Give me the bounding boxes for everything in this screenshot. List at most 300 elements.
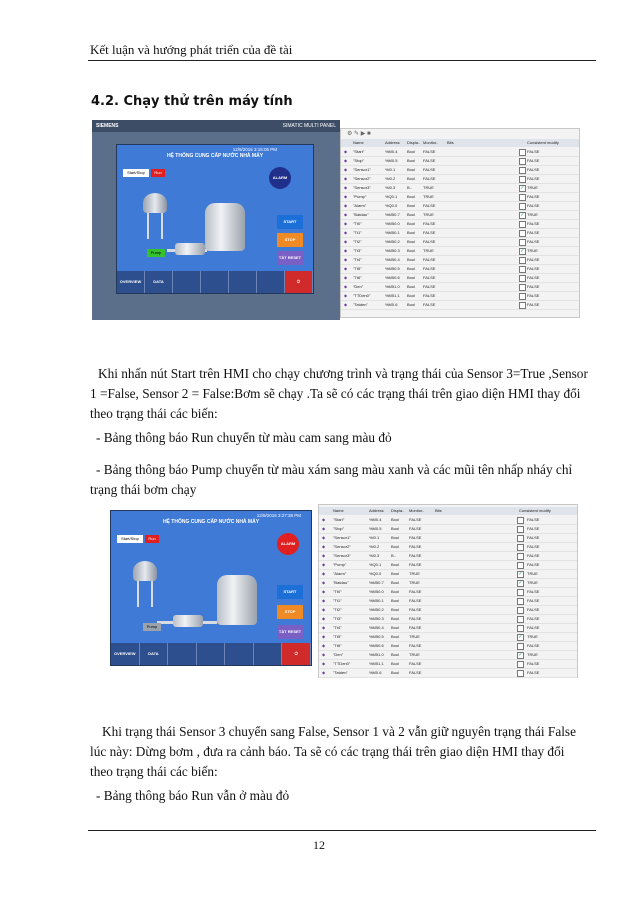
table-cell: %M51.1 bbox=[369, 661, 384, 666]
table-row[interactable] bbox=[341, 211, 579, 220]
table-cell: "Alarm" bbox=[353, 203, 367, 208]
table-row[interactable] bbox=[341, 220, 579, 229]
table-cell: %M0.4 bbox=[385, 149, 398, 154]
hmi-title: HỆ THỐNG CUNG CẤP NƯỚC NHÀ MÁY bbox=[162, 519, 260, 525]
col-name: Name bbox=[353, 140, 364, 145]
modify-checkbox[interactable] bbox=[517, 544, 524, 551]
modify-checkbox[interactable] bbox=[517, 535, 524, 542]
table-cell: Bool bbox=[391, 562, 400, 567]
table-row[interactable] bbox=[341, 157, 579, 166]
table-cell: FALSE bbox=[409, 544, 422, 549]
col-monitor: Monitor.. bbox=[409, 508, 425, 513]
modify-checkbox[interactable] bbox=[519, 284, 526, 291]
col-address: Address bbox=[369, 508, 384, 513]
table-cell: "TTDen0" bbox=[353, 293, 371, 298]
modify-checkbox[interactable] bbox=[519, 302, 526, 309]
reset-button[interactable]: TẮT RESET bbox=[277, 251, 303, 265]
table-cell: "Sensor1" bbox=[353, 167, 371, 172]
table-cell: %M50.4 bbox=[385, 257, 400, 262]
table-cell: FALSE bbox=[527, 158, 540, 163]
table-cell: TRUE bbox=[423, 248, 434, 253]
table-cell: "Tt0" bbox=[333, 589, 342, 594]
table-cell: B.. bbox=[407, 185, 412, 190]
power-icon[interactable]: ⏻ bbox=[285, 271, 313, 293]
table-cell: "Tt3" bbox=[333, 616, 342, 621]
table-row[interactable] bbox=[341, 193, 579, 202]
table-cell: "Tt1" bbox=[333, 598, 342, 603]
table-cell: "Sensor3" bbox=[353, 185, 371, 190]
tag-icon: ◆ bbox=[344, 221, 348, 226]
stop-button[interactable]: STOP bbox=[277, 605, 303, 619]
table-row[interactable] bbox=[319, 642, 577, 651]
nav-data[interactable]: DATA bbox=[145, 271, 173, 293]
table-cell: FALSE bbox=[527, 194, 540, 199]
table-cell: FALSE bbox=[527, 589, 540, 594]
table-row[interactable] bbox=[319, 651, 577, 660]
table-cell: %M50.5 bbox=[369, 634, 384, 639]
table-cell: FALSE bbox=[409, 526, 422, 531]
table-cell: %M50.2 bbox=[369, 607, 384, 612]
run-badge: Run bbox=[145, 535, 159, 543]
modify-checkbox[interactable] bbox=[517, 526, 524, 533]
table-cell: "Batdau" bbox=[353, 212, 369, 217]
table-header bbox=[341, 139, 579, 147]
table-cell: FALSE bbox=[409, 670, 422, 675]
table-cell: %M50.6 bbox=[369, 643, 384, 648]
pump-badge: Pump bbox=[147, 249, 165, 257]
page-number: 12 bbox=[313, 838, 325, 852]
header-rule bbox=[88, 60, 596, 61]
tag-icon: ◆ bbox=[322, 625, 326, 630]
paragraph-3: - Bảng thông báo Pump chuyển từ màu xám sang màu xanh và các mũi tên nhấp nháy chỉ trạng thái bơm chạy bbox=[90, 462, 573, 497]
hmi-nav bbox=[117, 271, 313, 293]
table-cell: %I0.3 bbox=[385, 185, 396, 190]
table-cell: "Tt6" bbox=[333, 643, 342, 648]
table-cell: Bool bbox=[391, 535, 400, 540]
stop-button[interactable]: STOP bbox=[277, 233, 303, 247]
col-display: Displa.. bbox=[391, 508, 405, 513]
table-row[interactable] bbox=[319, 525, 577, 534]
nav-slot[interactable] bbox=[168, 643, 197, 665]
table-cell: TRUE bbox=[527, 248, 538, 253]
col-monitor: Monitor.. bbox=[423, 140, 439, 145]
hmi-panel bbox=[92, 120, 340, 320]
tag-icon: ◆ bbox=[344, 275, 348, 280]
table-cell: "Tt3" bbox=[353, 248, 362, 253]
table-cell: "Pump" bbox=[353, 194, 367, 199]
table-row[interactable] bbox=[341, 283, 579, 292]
watch-table-2 bbox=[318, 504, 578, 678]
table-cell: %M51.0 bbox=[369, 652, 384, 657]
table-row[interactable] bbox=[319, 606, 577, 615]
reset-button[interactable]: TẮT RESET bbox=[277, 625, 303, 639]
modify-checkbox[interactable] bbox=[519, 221, 526, 228]
table-cell: FALSE bbox=[527, 535, 540, 540]
tag-icon: ◆ bbox=[322, 553, 326, 558]
table-cell: Bool bbox=[407, 212, 416, 217]
table-cell: FALSE bbox=[423, 149, 436, 154]
start-button[interactable]: START bbox=[277, 585, 303, 599]
table-cell: Bool bbox=[407, 248, 416, 253]
table-cell: FALSE bbox=[409, 553, 422, 558]
table-cell: FALSE bbox=[409, 607, 422, 612]
table-cell: Bool bbox=[391, 571, 400, 576]
table-cell: Bool bbox=[407, 167, 416, 172]
table-cell: %M50.1 bbox=[385, 230, 400, 235]
table-cell: FALSE bbox=[527, 562, 540, 567]
paragraph-5: - Bảng thông báo Run vẫn ở màu đỏ bbox=[96, 788, 290, 803]
table-cell: FALSE bbox=[409, 589, 422, 594]
modify-checkbox[interactable]: ✓ bbox=[520, 185, 525, 191]
table-row[interactable] bbox=[319, 552, 577, 561]
table-cell: %I0.1 bbox=[385, 167, 396, 172]
tag-icon: ◆ bbox=[322, 652, 326, 657]
start-stop-label: Start/Stop bbox=[123, 169, 149, 177]
table-cell: "Tt6" bbox=[353, 275, 362, 280]
run-badge: Run bbox=[151, 169, 165, 177]
table-row[interactable] bbox=[319, 561, 577, 570]
running-header: Kết luận và hướng phát triển của đề tài bbox=[90, 42, 293, 57]
table-cell: FALSE bbox=[423, 302, 436, 307]
table-cell: %M0.5 bbox=[385, 158, 398, 163]
table-cell: %M50.7 bbox=[385, 212, 400, 217]
tag-icon: ◆ bbox=[344, 293, 348, 298]
table-cell: TRUE bbox=[527, 580, 538, 585]
tag-icon: ◆ bbox=[322, 634, 326, 639]
table-cell: Bool bbox=[391, 580, 400, 585]
table-cell: Bool bbox=[407, 302, 416, 307]
modify-checkbox[interactable]: ✓ bbox=[520, 212, 525, 218]
nav-overview[interactable]: OVERVIEW bbox=[111, 643, 140, 665]
table-cell: TRUE bbox=[527, 571, 538, 576]
table-cell: FALSE bbox=[423, 284, 436, 289]
table-row[interactable] bbox=[319, 669, 577, 678]
modify-checkbox[interactable] bbox=[517, 589, 524, 596]
table-cell: FALSE bbox=[423, 230, 436, 235]
table-cell: FALSE bbox=[409, 517, 422, 522]
table-cell: FALSE bbox=[409, 535, 422, 540]
table-cell: "Sensor2" bbox=[353, 176, 371, 181]
table-row[interactable] bbox=[341, 202, 579, 211]
table-cell: %M0.6 bbox=[385, 302, 398, 307]
water-tower bbox=[133, 561, 157, 581]
table-row[interactable] bbox=[319, 624, 577, 633]
table-cell: %Q0.0 bbox=[369, 571, 382, 576]
table-cell: FALSE bbox=[527, 302, 540, 307]
table-row[interactable] bbox=[319, 543, 577, 552]
table-cell: %M51.0 bbox=[385, 284, 400, 289]
table-row[interactable] bbox=[319, 534, 577, 543]
tag-icon: ◆ bbox=[344, 194, 348, 199]
modify-checkbox[interactable] bbox=[519, 167, 526, 174]
tag-icon: ◆ bbox=[322, 517, 326, 522]
table-cell: %M50.3 bbox=[385, 248, 400, 253]
start-stop-label: Start/Stop bbox=[117, 535, 143, 543]
table-cell: Bool bbox=[407, 284, 416, 289]
modify-checkbox[interactable] bbox=[519, 275, 526, 282]
modify-checkbox[interactable]: ✓ bbox=[518, 634, 523, 640]
table-cell: %M50.4 bbox=[369, 625, 384, 630]
panel-title: SIMATIC MULTI PANEL bbox=[282, 123, 336, 129]
table-cell: FALSE bbox=[423, 239, 436, 244]
table-cell: Bool bbox=[391, 598, 400, 603]
table-cell: FALSE bbox=[527, 625, 540, 630]
modify-checkbox[interactable] bbox=[517, 616, 524, 623]
table-cell: %Q0.0 bbox=[385, 203, 398, 208]
pump-badge: Pump bbox=[143, 623, 161, 631]
table-cell: "Sensor2" bbox=[333, 544, 351, 549]
table-row[interactable] bbox=[341, 166, 579, 175]
table-cell: "Tt0" bbox=[353, 221, 362, 226]
paragraph-1: Khi nhấn nút Start trên HMI cho chạy chương trình và trạng thái của Sensor 3=True ,Sensor 1 =False, Sensor 2 = False:Bơm sẽ chạy .Ta sẽ có các trạng thái trên giao diện HMI thay đổi theo trạng thái các biến: bbox=[90, 366, 588, 421]
table-row[interactable] bbox=[341, 175, 579, 184]
table-row[interactable] bbox=[319, 516, 577, 525]
tag-icon: ◆ bbox=[322, 661, 326, 666]
table-row[interactable] bbox=[341, 238, 579, 247]
table-cell: FALSE bbox=[423, 158, 436, 163]
tag-icon: ◆ bbox=[344, 158, 348, 163]
table-cell: FALSE bbox=[527, 257, 540, 262]
table-cell: Bool bbox=[407, 221, 416, 226]
pump-motor bbox=[173, 615, 203, 627]
table-cell: Bool bbox=[391, 652, 400, 657]
table-cell: FALSE bbox=[409, 661, 422, 666]
table-cell: Bool bbox=[391, 589, 400, 594]
table-row[interactable] bbox=[341, 301, 579, 310]
table-row[interactable] bbox=[341, 256, 579, 265]
table-cell: %M0.6 bbox=[369, 670, 382, 675]
tag-icon: ◆ bbox=[344, 266, 348, 271]
table-cell: FALSE bbox=[409, 598, 422, 603]
hmi-clock: 12/9/2015 3:27:38 PM bbox=[256, 513, 301, 518]
tag-icon: ◆ bbox=[322, 598, 326, 603]
table-row[interactable] bbox=[341, 184, 579, 193]
power-icon[interactable]: ⏻ bbox=[282, 643, 311, 665]
table-cell: FALSE bbox=[423, 275, 436, 280]
modify-checkbox[interactable] bbox=[517, 607, 524, 614]
table-cell: Bool bbox=[407, 194, 416, 199]
table-row[interactable] bbox=[319, 633, 577, 642]
table-row[interactable] bbox=[319, 597, 577, 606]
table-row[interactable] bbox=[341, 148, 579, 157]
table-cell: FALSE bbox=[527, 167, 540, 172]
table-row[interactable] bbox=[341, 265, 579, 274]
nav-slot[interactable] bbox=[173, 271, 201, 293]
nav-overview[interactable]: OVERVIEW bbox=[117, 271, 145, 293]
tag-icon: ◆ bbox=[322, 571, 326, 576]
table-cell: %M50.5 bbox=[385, 266, 400, 271]
table-cell: %M0.5 bbox=[369, 526, 382, 531]
nav-slot[interactable] bbox=[229, 271, 257, 293]
modify-checkbox[interactable] bbox=[517, 670, 524, 677]
table-cell: "Tt2" bbox=[333, 607, 342, 612]
table-cell: FALSE bbox=[527, 553, 540, 558]
table-cell: FALSE bbox=[423, 257, 436, 262]
tag-icon: ◆ bbox=[322, 643, 326, 648]
modify-checkbox[interactable] bbox=[519, 266, 526, 273]
modify-checkbox[interactable] bbox=[517, 517, 524, 524]
figure-2 bbox=[96, 500, 580, 680]
hmi-nav bbox=[111, 643, 311, 665]
table-cell: Bool bbox=[391, 526, 400, 531]
tag-icon: ◆ bbox=[344, 248, 348, 253]
table-cell: "Pump" bbox=[333, 562, 347, 567]
start-button[interactable]: START bbox=[277, 215, 303, 229]
table-cell: FALSE bbox=[527, 221, 540, 226]
table-row[interactable] bbox=[341, 229, 579, 238]
table-cell: "Start" bbox=[353, 149, 365, 154]
tag-icon: ◆ bbox=[344, 239, 348, 244]
alarm-indicator: ALARM bbox=[269, 167, 291, 189]
table-cell: Bool bbox=[407, 257, 416, 262]
table-cell: "Tt4" bbox=[333, 625, 342, 630]
modify-checkbox[interactable] bbox=[519, 230, 526, 237]
nav-slot[interactable] bbox=[254, 643, 283, 665]
table-cell: Bool bbox=[407, 230, 416, 235]
hmi-screen-2 bbox=[110, 510, 312, 666]
modify-checkbox[interactable] bbox=[517, 598, 524, 605]
tag-icon: ◆ bbox=[322, 607, 326, 612]
nav-slot[interactable] bbox=[201, 271, 229, 293]
table-cell: %I0.2 bbox=[369, 544, 380, 549]
modify-checkbox[interactable]: ✓ bbox=[518, 652, 523, 658]
table-cell: %M50.7 bbox=[369, 580, 384, 585]
hmi-screen bbox=[116, 144, 314, 294]
tag-icon: ◆ bbox=[322, 670, 326, 675]
table-cell: %M50.1 bbox=[369, 598, 384, 603]
footer-rule bbox=[88, 830, 596, 831]
table-cell: TRUE bbox=[423, 194, 434, 199]
tag-icon: ◆ bbox=[322, 589, 326, 594]
table-cell: FALSE bbox=[423, 167, 436, 172]
nav-slot[interactable] bbox=[257, 271, 285, 293]
modify-checkbox[interactable] bbox=[519, 239, 526, 246]
table-cell: Bool bbox=[391, 643, 400, 648]
table-cell: FALSE bbox=[423, 293, 436, 298]
table-cell: FALSE bbox=[423, 266, 436, 271]
table-cell: FALSE bbox=[527, 526, 540, 531]
tag-icon: ◆ bbox=[344, 257, 348, 262]
modify-checkbox[interactable]: ✓ bbox=[518, 580, 523, 586]
table-cell: FALSE bbox=[527, 661, 540, 666]
nav-data[interactable]: DATA bbox=[140, 643, 169, 665]
table-cell: %Q0.1 bbox=[385, 194, 398, 199]
tag-icon: ◆ bbox=[344, 284, 348, 289]
table-row[interactable] bbox=[319, 570, 577, 579]
modify-checkbox[interactable] bbox=[517, 643, 524, 650]
tag-icon: ◆ bbox=[344, 185, 348, 190]
table-cell: TRUE bbox=[423, 185, 434, 190]
table-cell: FALSE bbox=[423, 203, 436, 208]
table-cell: %Q0.1 bbox=[369, 562, 382, 567]
table-cell: "Tt5" bbox=[353, 266, 362, 271]
panel-titlebar bbox=[92, 120, 340, 132]
table-cell: "Alarm" bbox=[333, 571, 347, 576]
modify-checkbox[interactable] bbox=[517, 553, 524, 560]
table-cell: FALSE bbox=[527, 517, 540, 522]
storage-tank bbox=[217, 575, 257, 625]
table-cell: "Batdau" bbox=[333, 580, 349, 585]
modify-checkbox[interactable] bbox=[519, 293, 526, 300]
table-cell: Bool bbox=[391, 544, 400, 549]
paragraph-2: - Bảng thông báo Run chuyển từ màu cam sang màu đỏ bbox=[96, 430, 392, 445]
water-tower bbox=[143, 193, 167, 213]
modify-checkbox[interactable] bbox=[519, 203, 526, 210]
storage-tank bbox=[205, 203, 245, 251]
nav-slot[interactable] bbox=[225, 643, 254, 665]
modify-checkbox[interactable]: ✓ bbox=[520, 248, 525, 254]
table-cell: %M50.3 bbox=[369, 616, 384, 621]
table-row[interactable] bbox=[341, 292, 579, 301]
modify-checkbox[interactable] bbox=[519, 257, 526, 264]
section-title: 4.2. Chạy thử trên máy tính bbox=[91, 94, 293, 109]
table-cell: %I0.1 bbox=[369, 535, 380, 540]
table-row[interactable] bbox=[319, 579, 577, 588]
modify-checkbox[interactable]: ✓ bbox=[518, 571, 523, 577]
table-row[interactable] bbox=[319, 660, 577, 669]
table-cell: TRUE bbox=[423, 212, 434, 217]
modify-checkbox[interactable] bbox=[519, 176, 526, 183]
table-cell: FALSE bbox=[409, 625, 422, 630]
table-cell: FALSE bbox=[409, 643, 422, 648]
table-cell: Bool bbox=[391, 661, 400, 666]
table-cell: B.. bbox=[391, 553, 396, 558]
col-bits: Bits bbox=[447, 140, 454, 145]
table-row[interactable] bbox=[319, 615, 577, 624]
tag-icon: ◆ bbox=[322, 535, 326, 540]
table-cell: FALSE bbox=[423, 221, 436, 226]
table-cell: "Tt2" bbox=[353, 239, 362, 244]
table-cell: FALSE bbox=[527, 275, 540, 280]
modify-checkbox[interactable] bbox=[519, 194, 526, 201]
table-cell: FALSE bbox=[527, 284, 540, 289]
col-display: Displa.. bbox=[407, 140, 421, 145]
toolbar-icons: ⚙ ✎ ▶ ■ bbox=[347, 131, 371, 137]
table-row[interactable] bbox=[341, 274, 579, 283]
table-cell: "Start" bbox=[333, 517, 345, 522]
table-cell: %M51.1 bbox=[385, 293, 400, 298]
table-cell: Bool bbox=[407, 293, 416, 298]
table-cell: TRUE bbox=[527, 185, 538, 190]
table-cell: TRUE bbox=[409, 634, 420, 639]
table-cell: %M0.4 bbox=[369, 517, 382, 522]
watch-table-1 bbox=[340, 128, 580, 318]
table-row[interactable] bbox=[319, 588, 577, 597]
modify-checkbox[interactable] bbox=[517, 625, 524, 632]
modify-checkbox[interactable] bbox=[519, 149, 526, 156]
table-cell: FALSE bbox=[527, 293, 540, 298]
modify-checkbox[interactable] bbox=[519, 158, 526, 165]
table-cell: FALSE bbox=[527, 670, 540, 675]
table-row[interactable] bbox=[341, 247, 579, 256]
table-cell: TRUE bbox=[527, 634, 538, 639]
table-cell: FALSE bbox=[409, 616, 422, 621]
hmi-title: HỆ THỐNG CUNG CẤP NƯỚC NHÀ MÁY bbox=[166, 153, 264, 159]
table-cell: %M50.0 bbox=[369, 589, 384, 594]
table-cell: %M50.0 bbox=[385, 221, 400, 226]
table-cell: FALSE bbox=[527, 607, 540, 612]
col-name: Name bbox=[333, 508, 344, 513]
table-cell: %M50.2 bbox=[385, 239, 400, 244]
modify-checkbox[interactable] bbox=[517, 562, 524, 569]
nav-slot[interactable] bbox=[197, 643, 226, 665]
tag-icon: ◆ bbox=[344, 302, 348, 307]
table-cell: TRUE bbox=[409, 580, 420, 585]
modify-checkbox[interactable] bbox=[517, 661, 524, 668]
table-cell: FALSE bbox=[527, 203, 540, 208]
table-cell: "TTDen0" bbox=[333, 661, 351, 666]
table-cell: Bool bbox=[391, 607, 400, 612]
